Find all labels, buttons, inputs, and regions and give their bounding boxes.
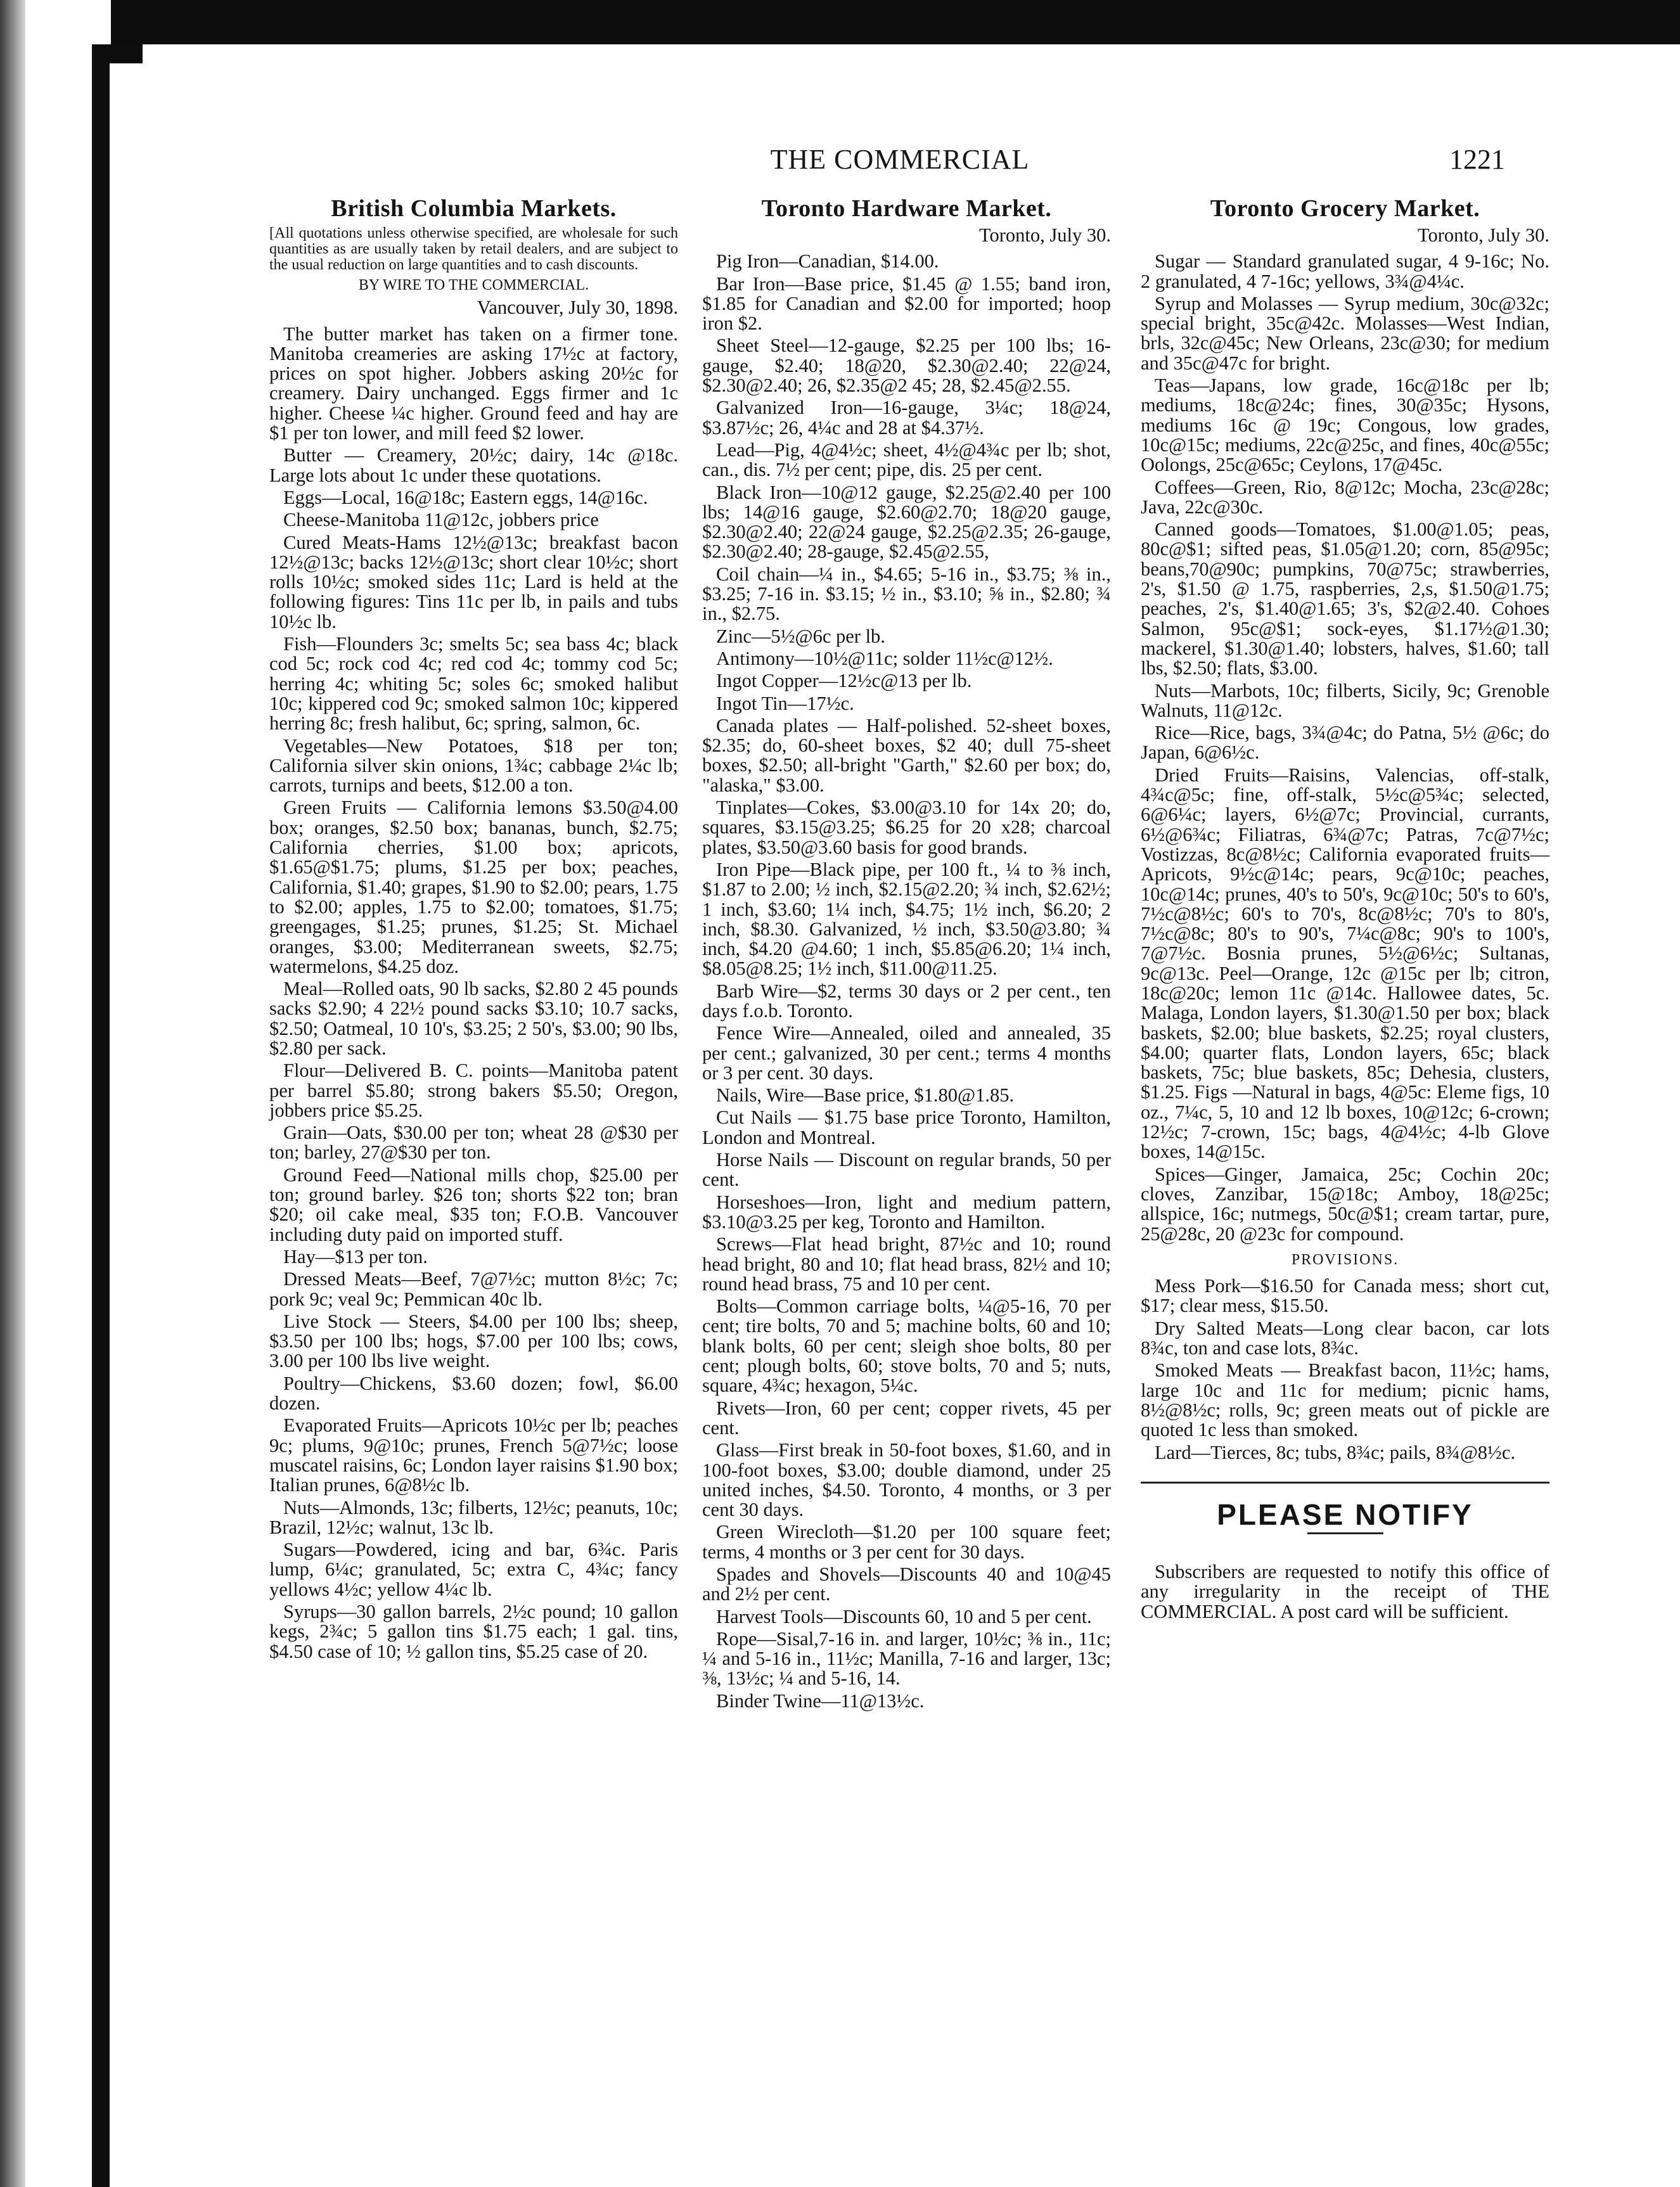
quotation-note: [All quotations unless otherwise specified, are wholesale for such quantities as are usually taken by retail dealers, and are subject to the usual reduction on large quantities and to cash discounts. bbox=[269, 225, 678, 273]
market-paragraph: Spades and Shovels—Discounts 40 and 10@45 and 2½ per cent. bbox=[702, 1563, 1111, 1605]
market-paragraph: Nuts—Marbots, 10c; filberts, Sicily, 9c; Grenoble Walnuts, 11@12c. bbox=[1141, 679, 1549, 721]
market-paragraph: Horseshoes—Iron, light and medium pattern, $3.10@3.25 per keg, Toronto and Hamilton. bbox=[702, 1191, 1111, 1233]
market-paragraph: Butter — Creamery, 20½c; dairy, 14c @18c. Large lots about 1c under these quotations. bbox=[269, 444, 678, 486]
market-paragraph: Green Fruits — California lemons $3.50@4.00 box; oranges, $2.50 box; bananas, bunch, $2.75; California cherries, $1.00 box; apricots, $1.65@$1.75; plums, $1.25 per box; peaches, California, $1.40; grapes, $1.90 to $2.00; pears, 1.75 to $2.00; apples, 1.75 to $2.00; tomatoes, $1.75; greengages, $1.25; prunes, $1.25; St. Michael oranges, $3.00; Mediterranean sweets, $2.75; watermelons, $4.25 doz. bbox=[269, 797, 678, 977]
market-paragraph: Fence Wire—Annealed, oiled and annealed, 35 per cent.; galvanized, 30 per cent.; terms 4 months or 3 per cent. 30 days. bbox=[702, 1022, 1111, 1084]
market-paragraph: Cheese-Manitoba 11@12c, jobbers price bbox=[283, 509, 599, 531]
market-paragraph: Nails, Wire—Base price, $1.80@1.85. bbox=[716, 1084, 1015, 1106]
market-paragraph: Dried Fruits—Raisins, Valencias, off-stalk, 4¾c@5c; fine, off-stalk, 5½c@5¾c; selected, 6@6¼c; layers, 6½@7c; Provincial, currants, 6½@6¾c; Filiatras, 6¾@7c; Patras, 7c@7½c; Vostizzas, 8c@8½c; California evaporated fruits—Apricots, 9½c@14c; pears, 9c@10c; peaches, 10c@14c; prunes, 40's to 50's, 9c@10c; 50's to 60's, 7½c@8½c; 60's to 70's, 8c@8½c; 70's to 80's, 7½c@8c; 80's to 90's, 7¼c@8c; 90's to 100's, 7@7½c. Bosnia prunes, 5½@6½c; Sultanas, 9c@13c. Peel—Orange, 12c @15c per lb; citron, 18c@20c; lemon 11c @14c. Hallowee dates, 5c. Malaga, London layers, $1.30@1.50 per box; black baskets, $2.00; blue baskets, $2.25; royal clusters, $4.00; quarter flats, London layers, 65c; black baskets, 75c; blue baskets, 85c; Dehesia, clusters, $1.25. Figs —Natural in bags, 4@5c: Eleme figs, 10 oz., 7¼c, 5, 10 and 12 lb boxes, 10@12c; 6-crown; 12½c; 7-crown, 15c; bags, 4@4½c; 4-lb Glove boxes, 14@15c. bbox=[1141, 764, 1549, 1163]
article-body bbox=[1141, 252, 1549, 1244]
market-paragraph: Black Iron—10@12 gauge, $2.25@2.40 per 100 lbs; 14@16 gauge, $2.60@2.70; 18@20 gauge, $2.30@2.40; 22@24 gauge, $2.25@2.35; 26-gauge, $2.30@2.40; 28-gauge, $2.45@2.55, bbox=[702, 481, 1111, 563]
notice-text: Subscribers are requested to notify this office of any irregularity in the receipt of THE COMMERCIAL. A post card will be sufficient. bbox=[1141, 1561, 1549, 1622]
market-paragraph: Eggs—Local, 16@18c; Eastern eggs, 14@16c. bbox=[283, 486, 648, 508]
market-paragraph: Smoked Meats — Breakfast bacon, 11½c; hams, large 10c and 11c for medium; picnic hams, 8½@8½c; rolls, 9c; green meats out of pickle are quoted 1c less than smoked. bbox=[1141, 1359, 1549, 1441]
market-paragraph: Glass—First break in 50-foot boxes, $1.60, and in 100-foot boxes, $3.00; double diamond, under 25 united inches, $4.50. Toronto, 4 months, or 3 per cent 30 days. bbox=[702, 1439, 1111, 1521]
market-paragraph: Syrups—30 gallon barrels, 2½c pound; 10 gallon kegs, 2¾c; 5 gallon tins $1.75 each; 1 gal. tins, $4.50 case of 10; ½ gallon tins, $5.25 case of 20. bbox=[269, 1601, 678, 1662]
market-paragraph: Rice—Rice, bags, 3¾@4c; do Patna, 5½ @6c; do Japan, 6@6½c. bbox=[1141, 722, 1549, 764]
market-paragraph: Rivets—Iron, 60 per cent; copper rivets, 45 per cent. bbox=[702, 1397, 1111, 1439]
market-paragraph: Ingot Tin—17½c. bbox=[716, 692, 854, 714]
dateline: Toronto, July 30. bbox=[979, 224, 1111, 246]
market-paragraph: Rope—Sisal,7-16 in. and larger, 10½c; ⅜ in., 11c; ¼ and 5-16 in., 11½c; Manilla, 7-16 and larger, 13c; ⅜, 13½c; ¼ and 5-16, 14. bbox=[702, 1627, 1111, 1690]
dateline: Toronto, July 30. bbox=[1418, 224, 1549, 246]
page-number: 1221 bbox=[1449, 144, 1505, 175]
market-paragraph: Horse Nails — Discount on regular brands, 50 per cent. bbox=[702, 1149, 1111, 1191]
market-paragraph: Dressed Meats—Beef, 7@7½c; mutton 8½c; 7c; pork 9c; veal 9c; Pemmican 40c lb. bbox=[269, 1268, 678, 1310]
market-paragraph: Iron Pipe—Black pipe, per 100 ft., ¼ to ⅜ inch, $1.87 to 2.00; ½ inch, $2.15@2.20; ¾ inch, $2.62½; 1 inch, $3.60; 1¼ inch, $4.75; 1½ inch, $6.20; 2 inch, $8.30. Galvanized, ½ inch, $3.50@3.80; ¾ inch, $4.20 @4.60; 1 inch, $5.85@6.20; 1¼ inch, $8.05@8.25; 1½ inch, $11.00@11.25. bbox=[702, 858, 1111, 980]
market-paragraph: Nuts—Almonds, 13c; filberts, 12½c; peanuts, 10c; Brazil, 12½c; walnut, 13c lb. bbox=[269, 1496, 678, 1538]
provisions-body bbox=[1141, 1276, 1549, 1463]
market-paragraph: Tinplates—Cokes, $3.00@3.10 for 14x 20; do, squares, $3.15@3.25; $6.25 for 20 x28; charcoal plates, $3.50@3.60 basis for good brands. bbox=[702, 797, 1111, 858]
market-paragraph: Teas—Japans, low grade, 16c@18c per lb; mediums, 18c@24c; fines, 30@35c; Hysons, mediums 16c @ 19c; Congous, low grades, 10c@15c; mediums, 22c@25c, and fines, 40c@55c; Oolongs, 25c@65c; Ceylons, 17@45c. bbox=[1141, 375, 1549, 476]
market-paragraph: Cut Nails — $1.75 base price Toronto, Hamilton, London and Montreal. bbox=[702, 1106, 1111, 1148]
market-paragraph: Bar Iron—Base price, $1.45 @ 1.55; band iron, $1.85 for Canadian and $2.00 for imported; hoop iron $2. bbox=[702, 273, 1111, 335]
market-paragraph: Binder Twine—11@13½c. bbox=[716, 1690, 925, 1712]
market-paragraph: Barb Wire—$2, terms 30 days or 2 per cent., ten days f.o.b. Toronto. bbox=[702, 980, 1111, 1022]
market-paragraph: Dry Salted Meats—Long clear bacon, car lots 8¾c, ton and case lots, 8¾c. bbox=[1141, 1317, 1549, 1359]
binding-spine bbox=[92, 57, 110, 2187]
market-paragraph: Poultry—Chickens, $3.60 dozen; fowl, $6.00 dozen. bbox=[269, 1372, 678, 1414]
market-paragraph: Canada plates — Half-polished. 52-sheet boxes, $2.35; do, 60-sheet boxes, $2 40; dull 75-sheet boxes, $2.50; all-bright "Garth," $2.60 per box; do, "alaska," $3.00. bbox=[702, 714, 1111, 796]
market-paragraph: Vegetables—New Potatoes, $18 per ton; California silver skin onions, 1¾c; cabbage 2¼c lb; carrots, turnips and beets, $12.00 a ton. bbox=[269, 734, 678, 797]
market-paragraph: Lead—Pig, 4@4½c; sheet, 4½@4¾c per lb; shot, can., dis. 7½ per cent; pipe, dis. 25 per cent. bbox=[702, 439, 1111, 481]
market-paragraph: Spices—Ginger, Jamaica, 25c; Cochin 20c; cloves, Zanzibar, 15@18c; Amboy, 18@25c; allspice, 16c; nutmegs, 50c@$1; cream tartar, pure, 25@28c, 20 @23c for compound. bbox=[1141, 1163, 1549, 1245]
notice-heading: PLEASE NOTIFY bbox=[1217, 1498, 1473, 1531]
market-paragraph: Coil chain—¼ in., $4.65; 5-16 in., $3.75; ⅜ in., $3.25; 7-16 in. $3.15; ½ in., $3.10; ⅝ in., $2.80; ¾ in., $2.75. bbox=[702, 563, 1111, 625]
market-paragraph: Bolts—Common carriage bolts, ¼@5-16, 70 per cent; tire bolts, 70 and 5; machine bolts, 60 and 10; blank bolts, 60 per cent; sleigh shoe bolts, 80 per cent; plough bolts, 60; stove bolts, 70 and 5; nuts, square, 4¾c; hexagon, 5¼c. bbox=[702, 1295, 1111, 1397]
scan-left-edge bbox=[0, 0, 25, 2187]
market-paragraph: Ground Feed—National mills chop, $25.00 per ton; ground barley. $26 ton; shorts $22 ton; bran $20; oil cake meal, $35 ton; F.O.B. Vancouver including duty paid on imported stuff. bbox=[269, 1164, 678, 1245]
market-paragraph: Sugar — Standard granulated sugar, 4 9-16c; No. 2 granulated, 4 7-16c; yellows, 3¾@4¼c. bbox=[1141, 250, 1549, 292]
market-paragraph: Meal—Rolled oats, 90 lb sacks, $2.80 2 45 pounds sacks $2.90; 4 22½ pound sacks $3.10; 10.7 sacks, $2.50; Oatmeal, 10 10's, $3.25; 2 50's, $3.00; 90 lbs, $2.80 per sack. bbox=[269, 978, 678, 1059]
byline: BY WIRE TO THE COMMERCIAL. bbox=[358, 277, 589, 293]
running-head: THE COMMERCIAL bbox=[770, 144, 1030, 175]
article-title: Toronto Grocery Market. bbox=[1210, 195, 1480, 222]
market-paragraph: Cured Meats-Hams 12½@13c; breakfast bacon 12½@13c; backs 12½@13c; short clear 10½c; short rolls 10½c; smoked sides 11c; Lard is held at the following figures: Tins 11c per lb, in pails and tubs 10½c lb. bbox=[269, 531, 678, 632]
column-toronto-hardware bbox=[702, 195, 1111, 1714]
market-paragraph: Zinc—5½@6c per lb. bbox=[716, 625, 885, 647]
market-paragraph: Flour—Delivered B. C. points—Manitoba patent per barrel $5.80; strong bakers $5.50; Oregon, jobbers price $5.25. bbox=[269, 1060, 678, 1121]
market-paragraph: Sugars—Powdered, icing and bar, 6¾c. Paris lump, 6¼c; granulated, 5c; extra C, 4¾c; fancy yellows 4½c; yellow 4¼c lb. bbox=[269, 1539, 678, 1600]
market-paragraph: Galvanized Iron—16-gauge, 3¼c; 18@24, $3.87½c; 26, 4¼c and 28 at $4.37½. bbox=[702, 397, 1111, 439]
column-british-columbia bbox=[269, 195, 678, 1664]
divider-rule bbox=[1141, 1482, 1549, 1484]
market-paragraph: Grain—Oats, $30.00 per ton; wheat 28 @$30 per ton; barley, 27@$30 per ton. bbox=[269, 1122, 678, 1164]
market-paragraph: Coffees—Green, Rio, 8@12c; Mocha, 23c@28c; Java, 22c@30c. bbox=[1141, 476, 1549, 518]
market-paragraph: Fish—Flounders 3c; smelts 5c; sea bass 4c; black cod 5c; rock cod 4c; red cod 4c; tommy cod 5c; herring 4c; whiting 5c; soles 6c; smoked halibut 10c; kippered cod 9c; smoked salmon 10c; kippered herring 8c; fresh halibut, 6c; spring, salmon, 6c. bbox=[269, 633, 678, 734]
column-toronto-grocery bbox=[1141, 195, 1549, 1624]
market-paragraph: Live Stock — Steers, $4.00 per 100 lbs; sheep, $3.50 per 100 lbs; hogs, $7.00 per 100 lbs; cows, 3.00 per 100 lbs live weight. bbox=[269, 1310, 678, 1372]
article-title: British Columbia Markets. bbox=[331, 195, 617, 222]
market-paragraph: Mess Pork—$16.50 for Canada mess; short cut, $17; clear mess, $15.50. bbox=[1141, 1275, 1549, 1317]
section-heading-provisions: PROVISIONS. bbox=[1291, 1251, 1399, 1268]
dateline: Vancouver, July 30, 1898. bbox=[477, 297, 678, 319]
market-paragraph: The butter market has taken on a firmer tone. Manitoba creameries are asking 17½c at factory, prices on spot higher. Jobbers asking 20½c for creamery. Dairy unchanged. Eggs firmer and 1c higher. Cheese ¼c higher. Ground feed and hay are $1 per ton lower, and mill feed $2 lower. bbox=[269, 323, 678, 444]
article-body bbox=[702, 252, 1111, 1711]
market-paragraph: Harvest Tools—Discounts 60, 10 and 5 per cent. bbox=[716, 1605, 1092, 1627]
scan-top-edge bbox=[111, 0, 1680, 44]
market-paragraph: Hay—$13 per ton. bbox=[283, 1245, 428, 1267]
market-paragraph: Syrup and Molasses — Syrup medium, 30c@32c; special bright, 35c@42c. Molasses—West Indian, brls, 32c@45c; New Orleans, 23c@30; for medium and 35c@47c for bright. bbox=[1141, 292, 1549, 374]
market-paragraph: Sheet Steel—12-gauge, $2.25 per 100 lbs; 16-gauge, $2.40; 18@20, $2.30@2.40; 22@24, $2.30@2.40; 26, $2.35@2 45; 28, $2.45@2.55. bbox=[702, 335, 1111, 397]
market-paragraph: Ingot Copper—12½c@13 per lb. bbox=[716, 670, 972, 692]
article-body bbox=[269, 324, 678, 1662]
market-paragraph: Canned goods—Tomatoes, $1.00@1.05; peas, 80c@$1; sifted peas, $1.05@1.20; corn, 85@95c; beans,70@90c; pumpkins, 70@75c; strawberries, 2's, $1.50 @ 1.75, raspberries, 2,s, $1.50@1.75; peaches, 2's, $1.40@1.65; 3's, $2@2.40. Cohoes Salmon, 95c@$1; sock-eyes, $1.17½@1.30; mackerel, $1.30@1.40; lobsters, halves, $1.60; tall lbs, $2.50; flats, $3.00. bbox=[1141, 518, 1549, 679]
market-paragraph: Green Wirecloth—$1.20 per 100 square feet; terms, 4 months or 3 per cent for 30 days. bbox=[702, 1521, 1111, 1563]
article-title: Toronto Hardware Market. bbox=[761, 195, 1052, 222]
market-paragraph: Lard—Tierces, 8c; tubs, 8¾c; pails, 8¾@8½c. bbox=[1155, 1441, 1516, 1463]
notice-rule bbox=[1307, 1532, 1383, 1534]
market-paragraph: Evaporated Fruits—Apricots 10½c per lb; peaches 9c; plums, 9@10c; prunes, French 5@7½c; loose muscatel raisins, 6c; London layer raisins $1.90 box; Italian prunes, 6@8½c lb. bbox=[269, 1414, 678, 1496]
market-paragraph: Antimony—10½@11c; solder 11½c@12½. bbox=[716, 647, 1053, 669]
market-paragraph: Screws—Flat head bright, 87½c and 10; round head bright, 80 and 10; flat head brass, 82½ and 10; round head brass, 75 and 10 per cent. bbox=[702, 1233, 1111, 1295]
market-paragraph: Pig Iron—Canadian, $14.00. bbox=[716, 250, 939, 273]
